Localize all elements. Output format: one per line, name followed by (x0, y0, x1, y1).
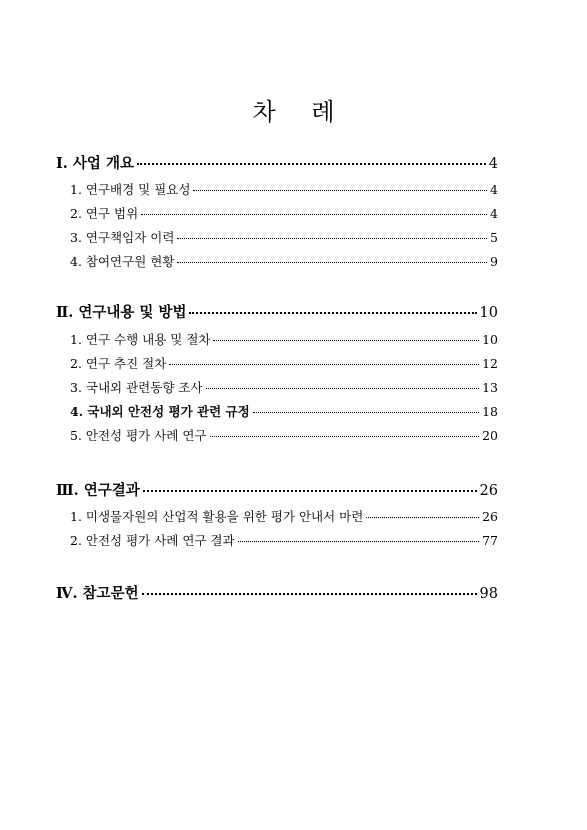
item-label: 2. 연구 범위 (70, 206, 139, 221)
chapter-label: Ⅰ. 사업 개요 (56, 155, 134, 172)
toc-item-3-2[interactable] (70, 531, 498, 549)
item-page-number: 18 (482, 404, 498, 419)
toc-chapter-3[interactable] (56, 479, 498, 500)
item-page-number: 13 (482, 380, 498, 395)
item-label: 1. 연구배경 및 필요성 (70, 182, 191, 197)
toc-chapter-1[interactable] (56, 152, 498, 173)
toc-item-2-5[interactable] (70, 426, 498, 444)
dot-leader (169, 363, 479, 365)
dot-leader (141, 213, 487, 215)
chapter-label: Ⅳ. 참고문헌 (56, 585, 139, 602)
item-page-number: 4 (490, 182, 498, 197)
item-page-number: 26 (482, 509, 498, 524)
chapter-page-number: 10 (479, 305, 498, 321)
dot-leader (193, 189, 487, 191)
dot-leader (142, 592, 477, 595)
toc-item-2-2[interactable] (70, 354, 498, 372)
dot-leader (143, 489, 477, 492)
item-page-number: 20 (482, 428, 498, 443)
item-label: 4. 참여연구원 현황 (70, 254, 175, 269)
item-page-number: 9 (490, 254, 498, 269)
item-label: 3. 국내외 관련동향 조사 (70, 380, 203, 395)
dot-leader (238, 540, 479, 542)
dot-leader (137, 162, 486, 165)
item-page-number: 4 (490, 206, 498, 221)
chapter-label: Ⅱ. 연구내용 및 방법 (56, 304, 187, 321)
dot-leader (253, 411, 479, 413)
chapter-page-number: 4 (488, 156, 498, 172)
dot-leader (213, 339, 479, 341)
toc-item-2-1[interactable] (70, 330, 498, 348)
toc-title: 차 례 (252, 98, 349, 126)
toc-item-1-4[interactable] (70, 252, 498, 270)
toc-chapter-4[interactable] (56, 582, 498, 603)
toc-item-2-3[interactable] (70, 378, 498, 396)
dot-leader (366, 516, 479, 518)
dot-leader (206, 387, 480, 389)
dot-leader (177, 237, 487, 239)
toc-item-1-3[interactable] (70, 228, 498, 246)
toc-item-1-1[interactable] (70, 180, 498, 198)
item-label: 1. 연구 수행 내용 및 절차 (70, 332, 211, 347)
chapter-page-number: 98 (479, 586, 498, 602)
dot-leader (177, 261, 487, 263)
item-label: 2. 안전성 평가 사례 연구 결과 (70, 533, 235, 548)
toc-item-3-1[interactable] (70, 507, 498, 525)
chapter-page-number: 26 (479, 483, 498, 499)
item-page-number: 12 (482, 356, 498, 371)
chapter-label: Ⅲ. 연구결과 (56, 482, 140, 499)
item-label: 3. 연구책임자 이력 (70, 230, 175, 245)
item-label: 4. 국내외 안전성 평가 관련 규정 (70, 404, 250, 419)
toc-item-2-4[interactable] (70, 402, 498, 420)
item-label: 1. 미생물자원의 산업적 활용을 위한 평가 안내서 마련 (70, 509, 364, 524)
item-label: 2. 연구 추진 절차 (70, 356, 167, 371)
dot-leader (189, 311, 476, 314)
toc-item-1-2[interactable] (70, 204, 498, 222)
toc-chapter-2[interactable] (56, 301, 498, 322)
item-page-number: 5 (490, 230, 498, 245)
item-page-number: 10 (482, 332, 498, 347)
item-page-number: 77 (482, 533, 498, 548)
item-label: 5. 안전성 평가 사례 연구 (70, 428, 207, 443)
dot-leader (210, 435, 480, 437)
